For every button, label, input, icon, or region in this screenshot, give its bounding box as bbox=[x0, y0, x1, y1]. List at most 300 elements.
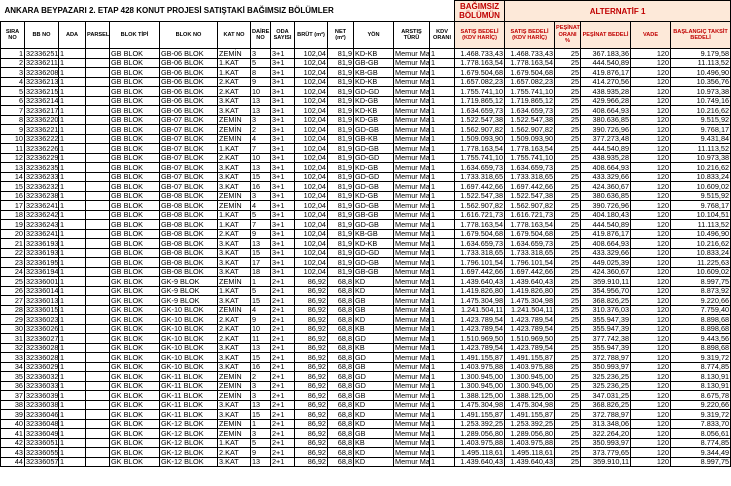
cell-oda-sayisi: 2+1 bbox=[271, 343, 295, 353]
cell-oda-sayisi: 2+1 bbox=[271, 410, 295, 420]
cell-blok-tipi: GK BLOK bbox=[110, 438, 160, 448]
cell-blok-no: GK-11 BLOK bbox=[160, 372, 218, 382]
cell-kat-no: 3.KAT bbox=[218, 343, 251, 353]
cell-sira-no: 24 bbox=[1, 267, 25, 277]
column-header-baslangic-taksit: BAŞLANGIÇ TAKSİT BEDELİ bbox=[671, 22, 731, 49]
cell-blok-no: GB-07 BLOK bbox=[160, 125, 218, 135]
cell-brut: 102,04 bbox=[295, 106, 328, 116]
cell-satis-bedeli-1: 1.697.442,66 bbox=[455, 267, 505, 277]
cell-bb-no: 32336235 bbox=[26, 162, 59, 172]
cell-pesinat-bedeli: 449.025,39 bbox=[581, 258, 631, 268]
cell-daire-no: 15 bbox=[251, 353, 271, 363]
table-row bbox=[1, 296, 731, 306]
cell-satis-bedeli-2: 1.510.969,50 bbox=[505, 334, 555, 344]
cell-parsel bbox=[86, 286, 110, 296]
cell-vade: 120 bbox=[631, 163, 671, 173]
cell-ada: 1 bbox=[59, 115, 86, 125]
cell-pesinat-bedeli: 355.947,39 bbox=[581, 324, 631, 334]
cell-baslangic-taksit: 8.873,92 bbox=[671, 286, 731, 296]
table-row bbox=[1, 343, 731, 353]
cell-blok-tipi: GK BLOK bbox=[110, 457, 160, 467]
cell-pesinat-bedeli: 424.360,67 bbox=[581, 267, 631, 277]
cell-satis-bedeli-1: 1.522.547,38 bbox=[455, 115, 505, 125]
cell-blok-tipi: GB BLOK bbox=[110, 144, 160, 154]
cell-yon: GD bbox=[354, 353, 394, 363]
cell-pesinat-orani: 25 bbox=[555, 391, 581, 401]
cell-brut: 102,04 bbox=[295, 248, 328, 258]
cell-blok-no: GK-10 BLOK bbox=[160, 343, 218, 353]
cell-baslangic-taksit: 9.319,72 bbox=[671, 353, 731, 363]
cell-parsel bbox=[86, 277, 110, 287]
cell-vade: 120 bbox=[631, 58, 671, 68]
cell-oda-sayisi: 3+1 bbox=[271, 49, 295, 59]
cell-vade: 120 bbox=[631, 343, 671, 353]
table-row bbox=[1, 77, 731, 87]
cell-ada: 1 bbox=[59, 153, 86, 163]
cell-satis-bedeli-2: 1.241.504,11 bbox=[505, 305, 555, 315]
cell-yon: KD bbox=[354, 400, 394, 410]
cell-parsel bbox=[86, 362, 110, 372]
cell-sira-no: 38 bbox=[1, 400, 25, 410]
cell-pesinat-bedeli: 404.180,43 bbox=[581, 210, 631, 220]
cell-kdv-orani: 1 bbox=[430, 438, 455, 448]
cell-parsel bbox=[86, 429, 110, 439]
cell-kat-no: ZEMİN bbox=[218, 429, 251, 439]
cell-oda-sayisi: 2+1 bbox=[271, 362, 295, 372]
cell-vade: 120 bbox=[631, 239, 671, 249]
cell-brut: 102,04 bbox=[295, 49, 328, 59]
cell-oda-sayisi: 2+1 bbox=[271, 438, 295, 448]
cell-satis-bedeli-1: 1.634.659,73 bbox=[455, 163, 505, 173]
cell-yon: GB bbox=[354, 391, 394, 401]
cell-yon: GD-GB bbox=[354, 201, 394, 211]
cell-parsel bbox=[86, 87, 110, 97]
cell-blok-tipi: GK BLOK bbox=[110, 429, 160, 439]
cell-sira-no: 2 bbox=[1, 58, 25, 68]
cell-pesinat-orani: 25 bbox=[555, 210, 581, 220]
cell-yon: KD-KB bbox=[354, 77, 394, 87]
cell-daire-no: 8 bbox=[251, 68, 271, 78]
cell-arsa-turu: Memur Ma bbox=[395, 314, 430, 324]
column-header-satis-bedeli-1: SATIŞ BEDELİ (KDV HARİÇ) bbox=[455, 22, 505, 49]
cell-baslangic-taksit: 9.220,66 bbox=[671, 400, 731, 410]
cell-bb-no: 32336232 bbox=[26, 181, 59, 191]
cell-bb-no: 32336014 bbox=[26, 286, 59, 296]
cell-oda-sayisi: 3+1 bbox=[271, 229, 295, 239]
cell-ada: 1 bbox=[59, 49, 86, 59]
cell-net: 68,8 bbox=[328, 457, 354, 467]
cell-daire-no: 7 bbox=[251, 220, 271, 230]
cell-kdv-orani: 1 bbox=[430, 68, 455, 78]
cell-satis-bedeli-2: 1.509.093,90 bbox=[505, 134, 555, 144]
cell-satis-bedeli-1: 1.491.155,87 bbox=[455, 353, 505, 363]
cell-ada: 1 bbox=[59, 400, 86, 410]
cell-parsel bbox=[86, 134, 110, 144]
cell-pesinat-orani: 25 bbox=[555, 362, 581, 372]
table-row bbox=[1, 49, 731, 59]
column-header-row bbox=[1, 22, 731, 49]
cell-daire-no: 13 bbox=[251, 163, 271, 173]
cell-bb-no: 32336222 bbox=[26, 134, 59, 144]
cell-baslangic-taksit: 7.759,40 bbox=[671, 305, 731, 315]
cell-bb-no: 32336226 bbox=[26, 143, 59, 153]
cell-blok-no: GB-06 BLOK bbox=[160, 77, 218, 87]
column-header-blok-no: BLOK NO bbox=[160, 22, 218, 49]
cell-blok-tipi: GK BLOK bbox=[110, 372, 160, 382]
cell-blok-no: GK-10 BLOK bbox=[160, 334, 218, 344]
cell-kdv-orani: 1 bbox=[430, 381, 455, 391]
cell-satis-bedeli-2: 1.679.504,68 bbox=[505, 68, 555, 78]
cell-ada: 1 bbox=[59, 438, 86, 448]
cell-bb-no: 32336215 bbox=[26, 86, 59, 96]
cell-bb-no: 32336028 bbox=[26, 343, 59, 353]
cell-satis-bedeli-1: 1.796.101,54 bbox=[455, 258, 505, 268]
cell-parsel bbox=[86, 400, 110, 410]
cell-satis-bedeli-1: 1.423.789,54 bbox=[455, 343, 505, 353]
cell-yon: KB bbox=[354, 343, 394, 353]
cell-satis-bedeli-2: 1.755.741,10 bbox=[505, 87, 555, 97]
cell-blok-tipi: GB BLOK bbox=[110, 68, 160, 78]
cell-daire-no: 11 bbox=[251, 334, 271, 344]
cell-daire-no: 10 bbox=[251, 324, 271, 334]
cell-blok-no: GB-07 BLOK bbox=[160, 163, 218, 173]
cell-yon: KD bbox=[354, 410, 394, 420]
cell-yon: GD-GB bbox=[354, 258, 394, 268]
cell-arsa-turu: Memur Ma bbox=[395, 438, 430, 448]
cell-yon: KB bbox=[354, 438, 394, 448]
cell-baslangic-taksit: 10.609,02 bbox=[671, 182, 731, 192]
cell-baslangic-taksit: 9.431,84 bbox=[671, 134, 731, 144]
cell-blok-no: GB-06 BLOK bbox=[160, 87, 218, 97]
cell-yon: KD-GB bbox=[354, 191, 394, 201]
cell-parsel bbox=[86, 191, 110, 201]
cell-parsel bbox=[86, 419, 110, 429]
cell-satis-bedeli-2: 1.719.865,12 bbox=[505, 96, 555, 106]
cell-bb-no: 32336038 bbox=[26, 400, 59, 410]
cell-parsel bbox=[86, 438, 110, 448]
cell-kat-no: ZEMİN bbox=[218, 191, 251, 201]
cell-baslangic-taksit: 10.216,62 bbox=[671, 163, 731, 173]
cell-brut: 86,92 bbox=[295, 315, 328, 325]
cell-kdv-orani: 1 bbox=[430, 172, 455, 182]
cell-sira-no: 5 bbox=[1, 87, 25, 97]
cell-baslangic-taksit: 10.216,62 bbox=[671, 106, 731, 116]
cell-baslangic-taksit: 10.749,16 bbox=[671, 96, 731, 106]
cell-vade: 120 bbox=[631, 49, 671, 59]
cell-pesinat-bedeli: 325.236,25 bbox=[581, 372, 631, 382]
cell-vade: 120 bbox=[631, 457, 671, 467]
cell-pesinat-bedeli: 355.947,39 bbox=[581, 343, 631, 353]
cell-pesinat-orani: 25 bbox=[555, 448, 581, 458]
cell-arsa-turu: Memur Ma bbox=[395, 238, 430, 248]
table-row bbox=[1, 305, 731, 315]
cell-parsel bbox=[86, 448, 110, 458]
column-header-yon: YÖN bbox=[354, 22, 394, 49]
cell-baslangic-taksit: 10.833,24 bbox=[671, 172, 731, 182]
cell-bb-no: 32336214 bbox=[26, 96, 59, 106]
cell-blok-tipi: GB BLOK bbox=[110, 172, 160, 182]
cell-net: 81,9 bbox=[328, 134, 354, 144]
cell-ada: 1 bbox=[59, 372, 86, 382]
cell-blok-tipi: GB BLOK bbox=[110, 210, 160, 220]
cell-blok-tipi: GB BLOK bbox=[110, 96, 160, 106]
cell-kdv-orani: 1 bbox=[430, 286, 455, 296]
cell-blok-no: GB-08 BLOK bbox=[160, 191, 218, 201]
cell-oda-sayisi: 3+1 bbox=[271, 191, 295, 201]
cell-baslangic-taksit: 8.056,61 bbox=[671, 429, 731, 439]
cell-sira-no: 37 bbox=[1, 391, 25, 401]
cell-vade: 120 bbox=[631, 419, 671, 429]
cell-blok-tipi: GK BLOK bbox=[110, 305, 160, 315]
cell-net: 81,9 bbox=[328, 163, 354, 173]
cell-brut: 102,04 bbox=[295, 144, 328, 154]
cell-ada: 1 bbox=[59, 305, 86, 315]
cell-blok-no: GB-07 BLOK bbox=[160, 182, 218, 192]
cell-vade: 120 bbox=[631, 381, 671, 391]
cell-daire-no: 15 bbox=[251, 172, 271, 182]
table-row bbox=[1, 172, 731, 182]
cell-bb-no: 32336241 bbox=[26, 200, 59, 210]
cell-parsel bbox=[86, 96, 110, 106]
cell-daire-no: 9 bbox=[251, 77, 271, 87]
cell-parsel bbox=[86, 106, 110, 116]
cell-blok-tipi: GK BLOK bbox=[110, 334, 160, 344]
cell-blok-tipi: GK BLOK bbox=[110, 381, 160, 391]
table-row bbox=[1, 362, 731, 372]
cell-pesinat-bedeli: 390.726,96 bbox=[581, 201, 631, 211]
cell-brut: 102,04 bbox=[295, 220, 328, 230]
cell-satis-bedeli-2: 1.419.826,80 bbox=[505, 286, 555, 296]
cell-satis-bedeli-1: 1.509.093,90 bbox=[455, 134, 505, 144]
cell-ada: 1 bbox=[59, 182, 86, 192]
cell-blok-tipi: GK BLOK bbox=[110, 362, 160, 372]
column-header-satis-bedeli-2: SATIŞ BEDELİ (KDV HARİÇ) bbox=[505, 22, 555, 49]
cell-blok-tipi: GK BLOK bbox=[110, 391, 160, 401]
cell-sira-no: 15 bbox=[1, 182, 25, 192]
cell-net: 68,8 bbox=[328, 353, 354, 363]
cell-pesinat-bedeli: 419.876,17 bbox=[581, 68, 631, 78]
table-row bbox=[1, 334, 731, 344]
cell-net: 68,8 bbox=[328, 419, 354, 429]
cell-kat-no: 3.KAT bbox=[218, 400, 251, 410]
cell-kdv-orani: 1 bbox=[430, 315, 455, 325]
cell-bb-no: 32336033 bbox=[26, 381, 59, 391]
cell-blok-tipi: GK BLOK bbox=[110, 353, 160, 363]
table-row bbox=[1, 87, 731, 97]
cell-baslangic-taksit: 8.997,75 bbox=[671, 457, 731, 467]
cell-baslangic-taksit: 9.768,17 bbox=[671, 201, 731, 211]
cell-blok-tipi: GK BLOK bbox=[110, 277, 160, 287]
cell-oda-sayisi: 2+1 bbox=[271, 353, 295, 363]
cell-vade: 120 bbox=[631, 134, 671, 144]
cell-bb-no: 32336193 bbox=[26, 238, 59, 248]
cell-daire-no: 3 bbox=[251, 191, 271, 201]
cell-satis-bedeli-2: 1.439.640,43 bbox=[505, 277, 555, 287]
cell-kdv-orani: 1 bbox=[430, 210, 455, 220]
cell-kat-no: ZEMİN bbox=[218, 372, 251, 382]
cell-satis-bedeli-1: 1.679.504,68 bbox=[455, 68, 505, 78]
cell-yon: GD-GD bbox=[354, 172, 394, 182]
cell-oda-sayisi: 3+1 bbox=[271, 134, 295, 144]
cell-parsel bbox=[86, 334, 110, 344]
cell-kdv-orani: 1 bbox=[430, 134, 455, 144]
cell-net: 81,9 bbox=[328, 172, 354, 182]
cell-satis-bedeli-2: 1.778.163,54 bbox=[505, 144, 555, 154]
cell-ada: 1 bbox=[59, 106, 86, 116]
cell-arsa-turu: Memur Ma bbox=[395, 219, 430, 229]
cell-yon: KB bbox=[354, 324, 394, 334]
cell-kdv-orani: 1 bbox=[430, 296, 455, 306]
table-row bbox=[1, 229, 731, 239]
cell-yon: GD-GD bbox=[354, 87, 394, 97]
column-header-blok-tipi: BLOK TİPİ bbox=[110, 22, 160, 49]
cell-sira-no: 36 bbox=[1, 381, 25, 391]
cell-bb-no: 32336001 bbox=[26, 276, 59, 286]
cell-satis-bedeli-2: 1.562.907,82 bbox=[505, 201, 555, 211]
cell-ada: 1 bbox=[59, 267, 86, 277]
cell-sira-no: 31 bbox=[1, 334, 25, 344]
cell-sira-no: 13 bbox=[1, 163, 25, 173]
cell-baslangic-taksit: 8.675,78 bbox=[671, 391, 731, 401]
cell-yon: GB-GB bbox=[354, 210, 394, 220]
cell-kdv-orani: 1 bbox=[430, 324, 455, 334]
cell-satis-bedeli-2: 1.468.733,43 bbox=[505, 49, 555, 59]
cell-parsel bbox=[86, 343, 110, 353]
cell-bb-no: 32336238 bbox=[26, 191, 59, 201]
cell-blok-no: GB-07 BLOK bbox=[160, 144, 218, 154]
cell-brut: 86,92 bbox=[295, 362, 328, 372]
cell-ada: 1 bbox=[59, 77, 86, 87]
cell-pesinat-orani: 25 bbox=[555, 372, 581, 382]
cell-brut: 102,04 bbox=[295, 58, 328, 68]
cell-satis-bedeli-2: 1.300.945,00 bbox=[505, 372, 555, 382]
cell-satis-bedeli-1: 1.468.733,43 bbox=[455, 49, 505, 59]
cell-brut: 102,04 bbox=[295, 229, 328, 239]
cell-parsel bbox=[86, 115, 110, 125]
cell-oda-sayisi: 2+1 bbox=[271, 286, 295, 296]
cell-bb-no: 32336028 bbox=[26, 352, 59, 362]
cell-satis-bedeli-1: 1.778.163,54 bbox=[455, 58, 505, 68]
cell-oda-sayisi: 2+1 bbox=[271, 400, 295, 410]
cell-yon: KD-KB bbox=[354, 239, 394, 249]
cell-blok-no: GK-11 BLOK bbox=[160, 391, 218, 401]
cell-kdv-orani: 1 bbox=[430, 410, 455, 420]
cell-pesinat-bedeli: 368.826,25 bbox=[581, 296, 631, 306]
cell-daire-no: 4 bbox=[251, 305, 271, 315]
table-row bbox=[1, 68, 731, 78]
cell-satis-bedeli-2: 1.778.163,54 bbox=[505, 220, 555, 230]
cell-parsel bbox=[86, 144, 110, 154]
column-header-brut: BRÜT (m²) bbox=[295, 22, 328, 49]
cell-daire-no: 16 bbox=[251, 362, 271, 372]
cell-blok-no: GB-08 BLOK bbox=[160, 201, 218, 211]
cell-vade: 120 bbox=[631, 324, 671, 334]
cell-yon: GD-GB bbox=[354, 182, 394, 192]
table-row bbox=[1, 400, 731, 410]
cell-pesinat-bedeli: 438.935,28 bbox=[581, 153, 631, 163]
cell-sira-no: 34 bbox=[1, 362, 25, 372]
cell-brut: 86,92 bbox=[295, 334, 328, 344]
cell-satis-bedeli-1: 1.679.504,68 bbox=[455, 229, 505, 239]
table-row bbox=[1, 115, 731, 125]
cell-kat-no: 2.KAT bbox=[218, 229, 251, 239]
cell-net: 81,9 bbox=[328, 239, 354, 249]
cell-sira-no: 26 bbox=[1, 286, 25, 296]
cell-vade: 120 bbox=[631, 144, 671, 154]
cell-kat-no: ZEMİN bbox=[218, 115, 251, 125]
cell-net: 81,9 bbox=[328, 125, 354, 135]
cell-parsel bbox=[86, 229, 110, 239]
cell-pesinat-orani: 25 bbox=[555, 68, 581, 78]
cell-pesinat-orani: 25 bbox=[555, 220, 581, 230]
cell-baslangic-taksit: 9.515,92 bbox=[671, 115, 731, 125]
cell-baslangic-taksit: 11.113,52 bbox=[671, 58, 731, 68]
cell-vade: 120 bbox=[631, 315, 671, 325]
cell-kat-no: 2.KAT bbox=[218, 334, 251, 344]
cell-satis-bedeli-2: 1.522.547,38 bbox=[505, 191, 555, 201]
cell-bb-no: 32336049 bbox=[26, 428, 59, 438]
cell-kat-no: 3.KAT bbox=[218, 258, 251, 268]
cell-satis-bedeli-2: 1.388.125,00 bbox=[505, 391, 555, 401]
cell-kat-no: 1.KAT bbox=[218, 58, 251, 68]
cell-net: 81,9 bbox=[328, 87, 354, 97]
cell-baslangic-taksit: 10.973,38 bbox=[671, 87, 731, 97]
cell-pesinat-orani: 25 bbox=[555, 419, 581, 429]
cell-pesinat-orani: 25 bbox=[555, 277, 581, 287]
cell-ada: 1 bbox=[59, 277, 86, 287]
table-row bbox=[1, 286, 731, 296]
cell-baslangic-taksit: 8.774,85 bbox=[671, 438, 731, 448]
cell-blok-no: GK-11 BLOK bbox=[160, 410, 218, 420]
cell-blok-tipi: GB BLOK bbox=[110, 258, 160, 268]
cell-arsa-turu: Memur Ma bbox=[395, 305, 430, 315]
cell-yon: KD bbox=[354, 315, 394, 325]
cell-arsa-turu: Memur Ma bbox=[395, 124, 430, 134]
cell-daire-no: 3 bbox=[251, 391, 271, 401]
cell-yon: GD bbox=[354, 372, 394, 382]
column-header-parsel: PARSEL bbox=[86, 22, 110, 49]
cell-blok-tipi: GB BLOK bbox=[110, 58, 160, 68]
cell-satis-bedeli-2: 1.423.789,54 bbox=[505, 324, 555, 334]
cell-net: 81,9 bbox=[328, 106, 354, 116]
cell-vade: 120 bbox=[631, 400, 671, 410]
table-row bbox=[1, 58, 731, 68]
cell-pesinat-bedeli: 368.826,25 bbox=[581, 400, 631, 410]
cell-arsa-turu: Memur Ma bbox=[395, 153, 430, 163]
cell-parsel bbox=[86, 410, 110, 420]
cell-brut: 102,04 bbox=[295, 77, 328, 87]
cell-blok-no: GK-9 BLOK bbox=[160, 296, 218, 306]
cell-vade: 120 bbox=[631, 87, 671, 97]
cell-blok-tipi: GB BLOK bbox=[110, 191, 160, 201]
cell-brut: 102,04 bbox=[295, 153, 328, 163]
cell-net: 81,9 bbox=[328, 49, 354, 59]
cell-sira-no: 18 bbox=[1, 210, 25, 220]
cell-baslangic-taksit: 11.225,63 bbox=[671, 258, 731, 268]
cell-vade: 120 bbox=[631, 334, 671, 344]
cell-arsa-turu: Memur Ma bbox=[395, 343, 430, 353]
cell-vade: 120 bbox=[631, 248, 671, 258]
cell-daire-no: 3 bbox=[251, 381, 271, 391]
cell-blok-no: GB-06 BLOK bbox=[160, 49, 218, 59]
cell-parsel bbox=[86, 372, 110, 382]
cell-vade: 120 bbox=[631, 362, 671, 372]
cell-arsa-turu: Memur Ma bbox=[395, 267, 430, 277]
cell-bb-no: 32336242 bbox=[26, 210, 59, 220]
cell-yon: KD bbox=[354, 277, 394, 287]
cell-brut: 86,92 bbox=[295, 410, 328, 420]
cell-pesinat-bedeli: 355.947,39 bbox=[581, 315, 631, 325]
